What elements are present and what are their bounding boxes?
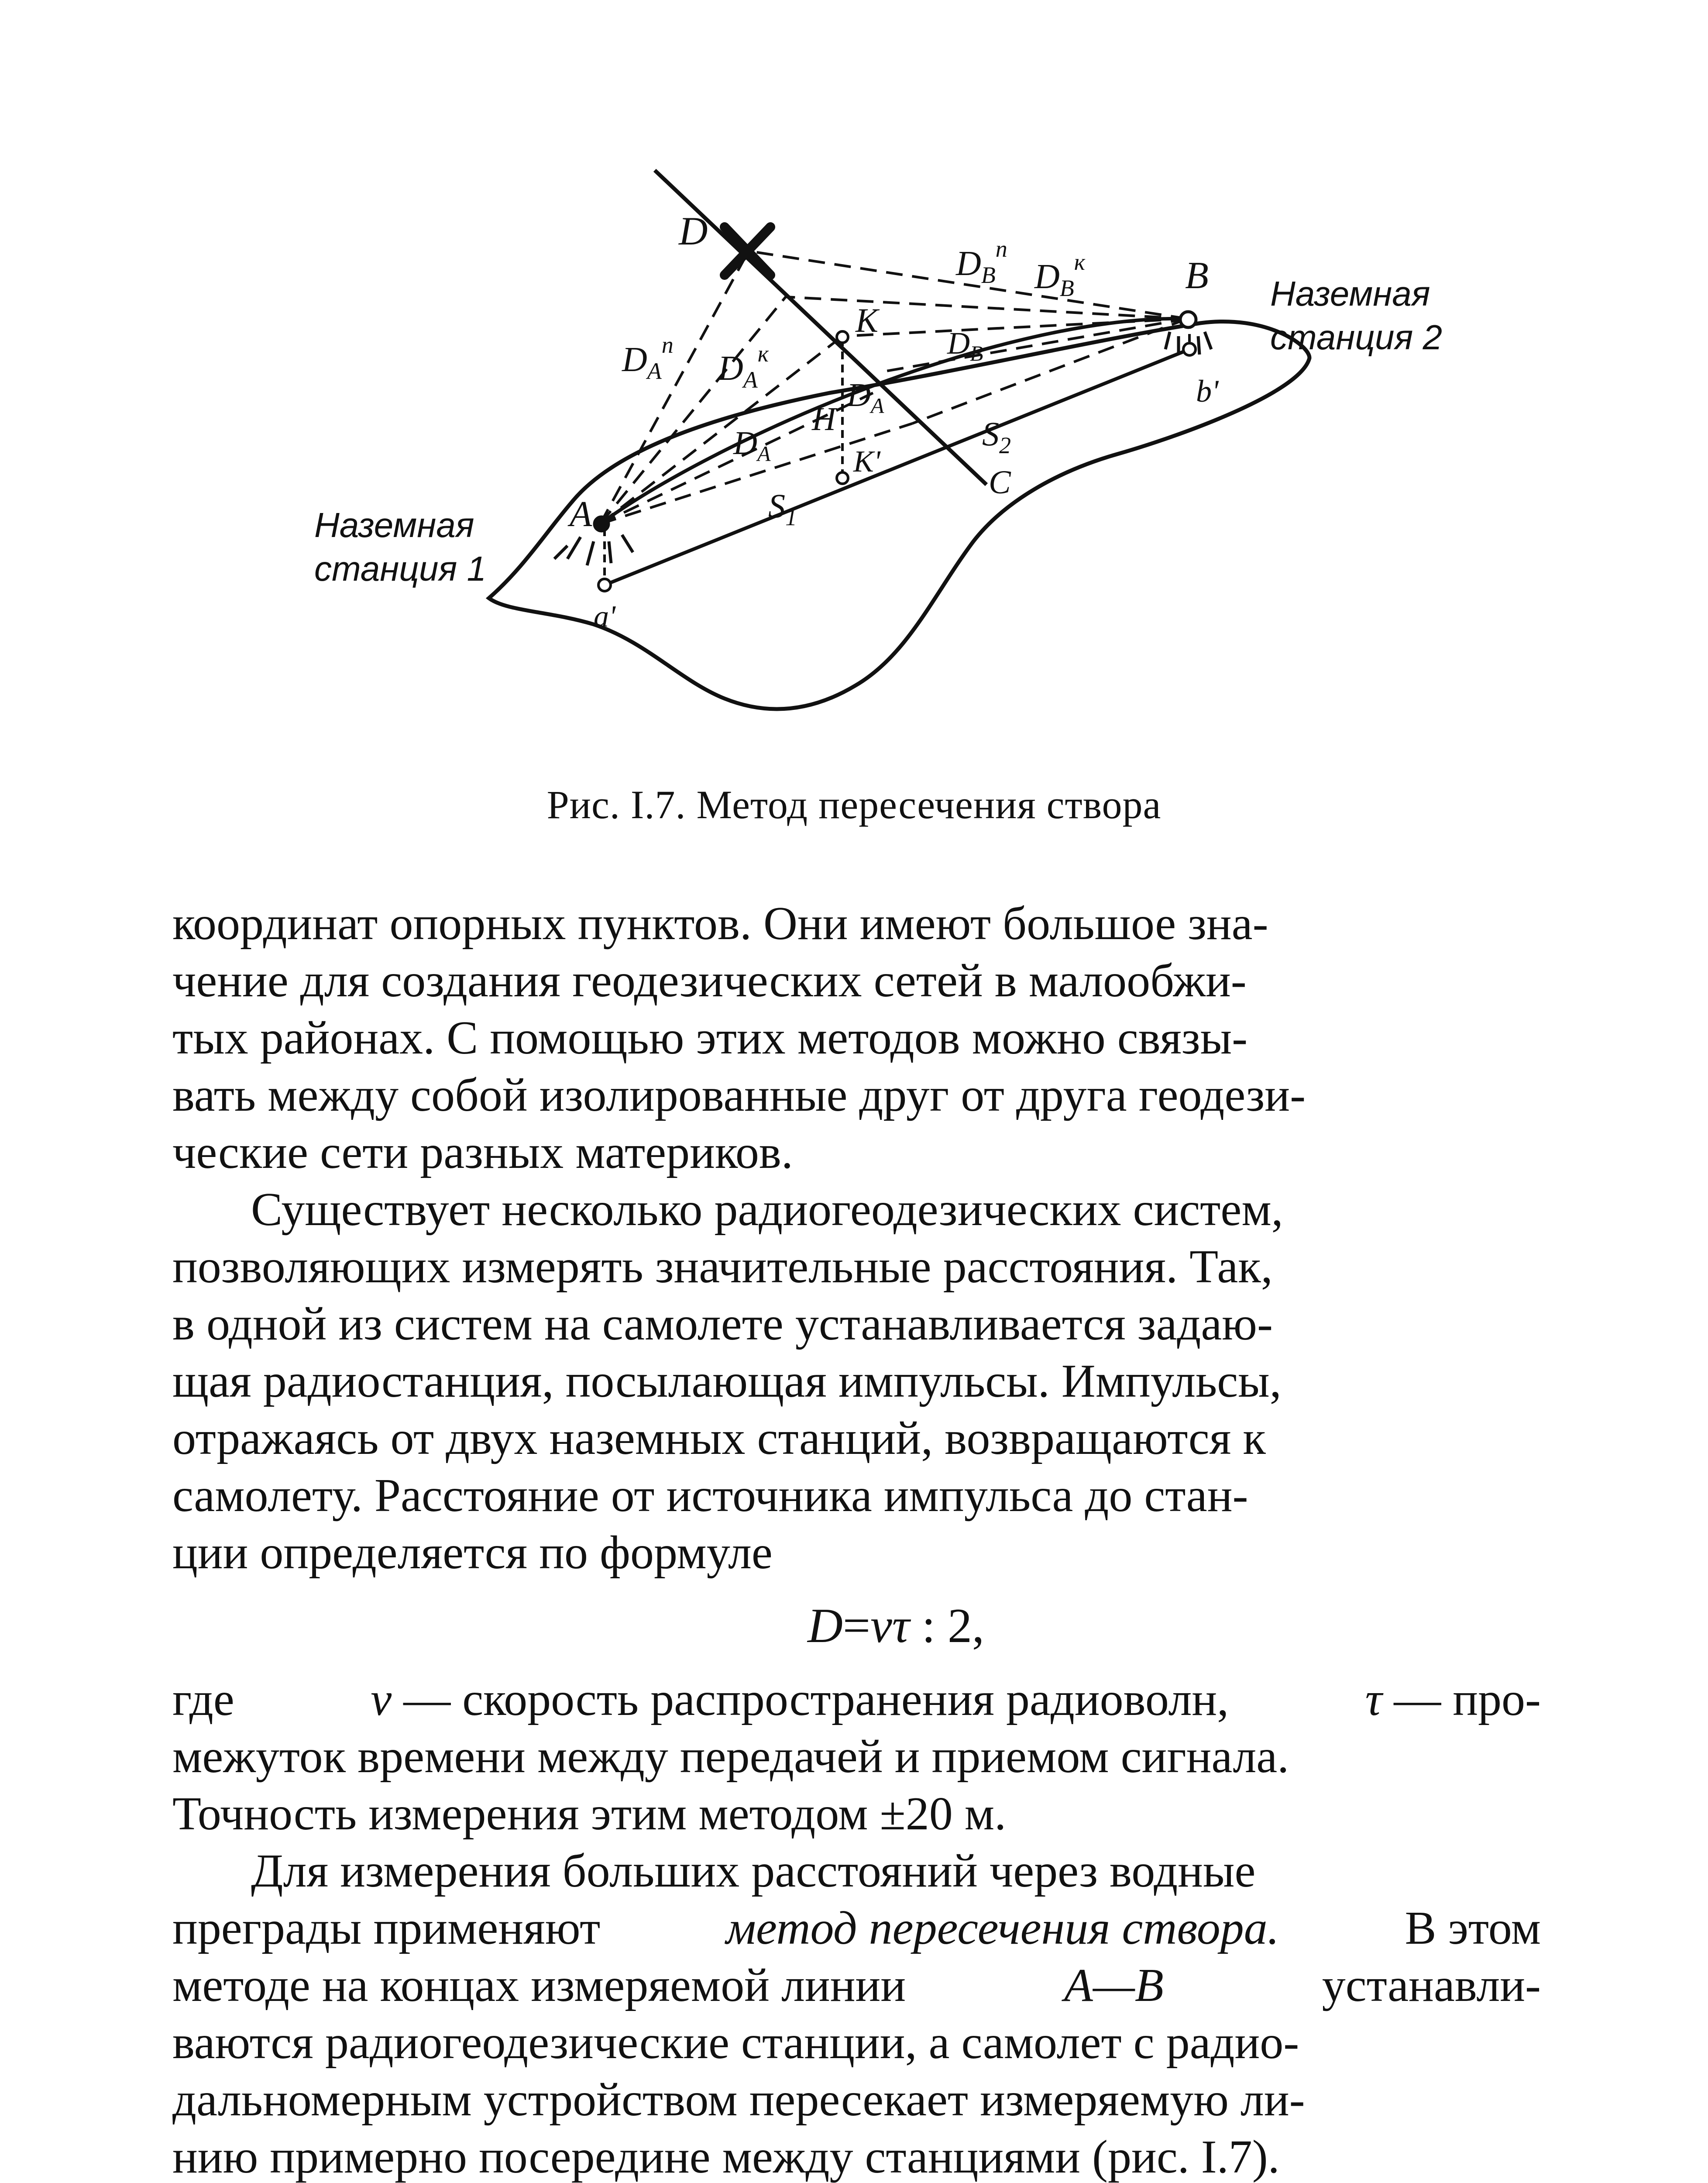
text-line: отражаясь от двух наземных станций, возвращаются к — [172, 1412, 1266, 1464]
text-line: вать между собой изолированные друг от друга геодези- — [172, 1069, 1306, 1121]
text-line: координат опорных пунктов. Они имеют большое зна- — [172, 898, 1268, 950]
text-line: тых районах. С помощью этих методов можно связы- — [172, 1012, 1248, 1064]
point-k — [837, 331, 848, 343]
station-2-label-line2: станция 2 — [1270, 318, 1442, 357]
text-line: где v — скорость распространения радиоволн, τ — про- — [172, 1673, 1541, 1725]
geodesic-ab — [600, 319, 1187, 524]
label-a-prime: a' — [594, 600, 615, 634]
label-c: C — [989, 464, 1011, 501]
text-line: Для измерения больших расстояний через водные — [251, 1845, 1256, 1897]
station-2-label-line1: Наземная — [1270, 274, 1430, 313]
point-a-prime — [598, 579, 611, 591]
label-db: $D_B$ — [947, 326, 983, 365]
label-s2: $S_2$ — [982, 415, 1011, 458]
text-line: методе на концах измеряемой линии A—B устанавли- — [172, 1959, 1541, 2011]
label-da: $D_A$ — [847, 377, 884, 418]
point-b-prime — [1183, 343, 1196, 355]
label-b: B — [1185, 255, 1209, 297]
label-s1: $S_1$ — [768, 487, 797, 530]
text-line: ции определяется по формуле — [172, 1527, 773, 1579]
label-k-prime: K' — [853, 445, 880, 479]
text-line: щая радиостанция, посылающая импульсы. Импульсы, — [172, 1355, 1282, 1407]
formula: D = vτ : 2, — [808, 1599, 984, 1653]
aircraft-icon — [725, 227, 770, 275]
label-dbk: $D_B^к$ — [1034, 249, 1086, 301]
label-dan: $D_A^n$ — [622, 332, 674, 384]
text-line: ческие сети разных материков. — [172, 1126, 793, 1178]
label-da-dash: $D_A$ — [733, 425, 771, 466]
label-dbn: $D_B^n$ — [956, 236, 1007, 288]
point-k-prime — [837, 472, 848, 484]
figure-i7 — [0, 0, 1708, 768]
text-line: Существует несколько радиогеодезических систем, — [251, 1184, 1283, 1236]
text-line: чение для создания геодезических сетей в малообжи- — [172, 955, 1247, 1007]
figure-caption: Рис. I.7. Метод пересечения створа — [546, 782, 1162, 827]
station-1-label-line2: станция 1 — [314, 549, 486, 588]
label-d: D — [679, 209, 708, 253]
label-h: H — [812, 401, 836, 437]
text-line: в одной из систем на самолете устанавливается задаю- — [172, 1298, 1273, 1350]
station-a-icon — [554, 517, 633, 565]
body-text — [172, 895, 1541, 2183]
station-1-label-line1: Наземная — [314, 506, 474, 544]
text-line: дальномерным устройством пересекает измеряемую ли- — [172, 2074, 1305, 2126]
label-k: K — [856, 301, 879, 339]
text-line: межуток времени между передачей и приемом сигнала. — [172, 1731, 1289, 1783]
label-dak: $D_A^к$ — [718, 341, 769, 393]
text-line: позволяющих измерять значительные расстояния. Так, — [172, 1241, 1273, 1293]
text-line: Точность измерения этим методом ±20 м. — [172, 1788, 1007, 1840]
label-b-prime: b' — [1196, 374, 1219, 409]
label-a: A — [570, 494, 592, 534]
text-line: нию примерно посередине между станциями (рис. I.7). — [172, 2131, 1280, 2183]
text-line: преграды применяют метод пересечения створа. В этом — [172, 1902, 1541, 1954]
text-line: самолету. Расстояние от источника импульса до стан- — [172, 1470, 1248, 1522]
text-line: ваются радиогеодезические станции, а самолет с радио- — [172, 2017, 1299, 2069]
